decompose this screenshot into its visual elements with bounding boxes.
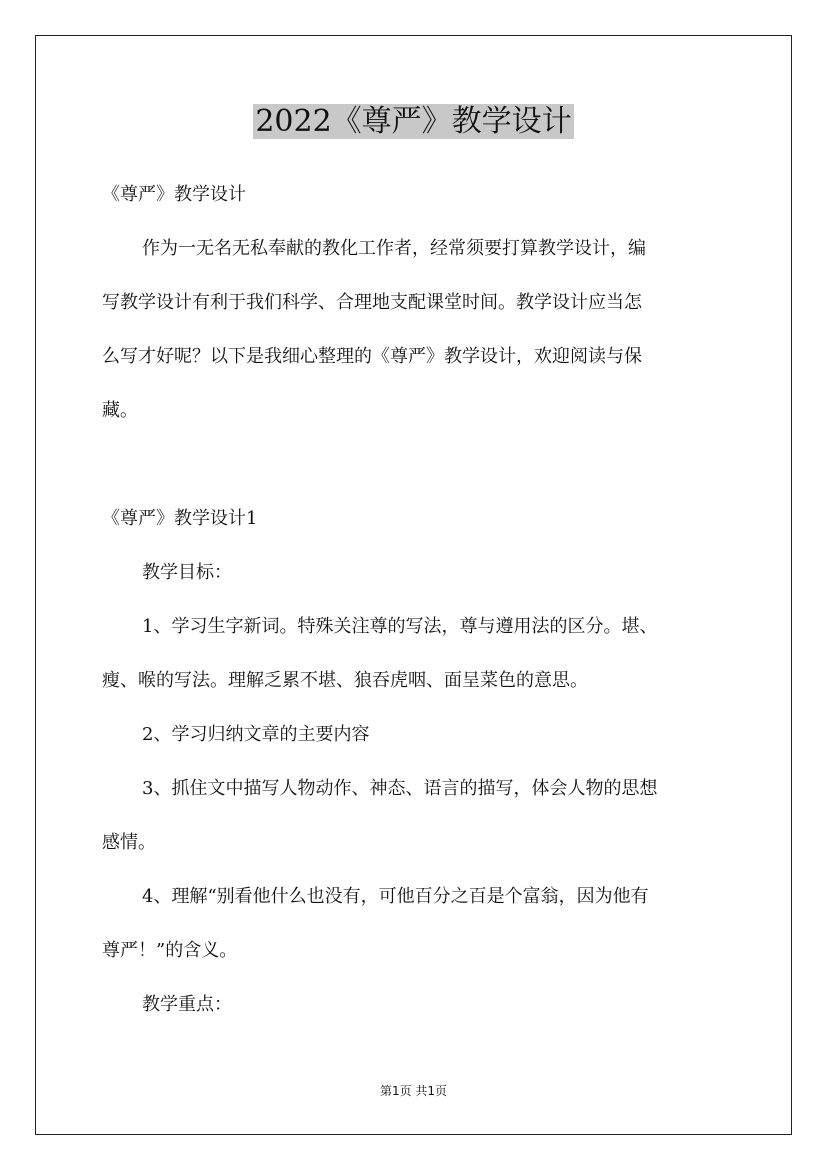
paragraph-line: 2、学习归纳文章的主要内容 (142, 724, 370, 745)
document-body (102, 168, 742, 1032)
paragraph-line: 作为一无名无私奉献的教化工作者，经常须要打算教学设计，编 (142, 238, 646, 259)
page-footer: 第1页 共1页 (379, 1084, 448, 1098)
paragraph-line: 么写才好呢？以下是我细心整理的《尊严》教学设计，欢迎阅读与保 (102, 346, 642, 367)
paragraph-line: 3、抓住文中描写人物动作、神态、语言的描写，体会人物的思想 (142, 778, 658, 799)
paragraph-line: 4、理解“别看他什么也没有，可他百分之百是个富翁，因为他有 (142, 886, 649, 907)
paragraph-line: 教学重点： (142, 994, 232, 1015)
blank-gap (102, 438, 742, 492)
paragraph-line: 写教学设计有利于我们科学、合理地支配课堂时间。教学设计应当怎 (102, 292, 642, 313)
paragraph-line: 尊严！”的含义。 (102, 940, 238, 961)
paragraph-line: 藏。 (102, 400, 138, 421)
paragraph-line: 瘦、喉的写法。理解乏累不堪、狼吞虎咽、面呈菜色的意思。 (102, 670, 588, 691)
document-title (0, 100, 827, 144)
subtitle-line: 《尊严》教学设计 (102, 184, 246, 205)
paragraph-line: 1、学习生字新词。特殊关注尊的写法，尊与遵用法的区分。堪、 (142, 616, 658, 637)
paragraph-line: 教学目标： (142, 562, 232, 583)
paragraph-line: 感情。 (102, 832, 156, 853)
section-heading: 《尊严》教学设计1 (102, 508, 258, 529)
document-title-text: 2022《尊严》教学设计 (255, 104, 572, 139)
